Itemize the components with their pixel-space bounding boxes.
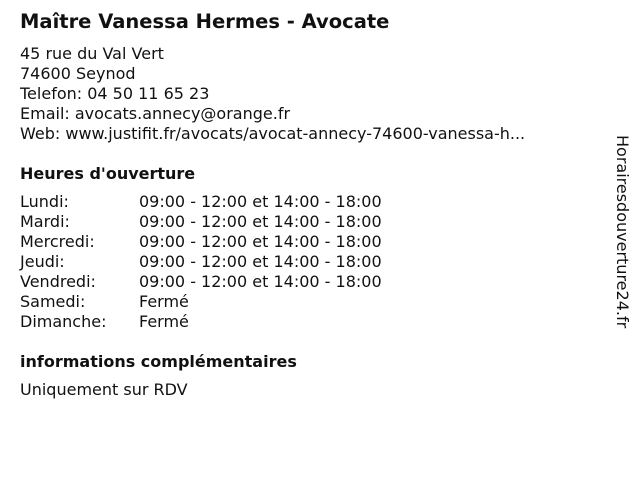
additional-info-heading: informations complémentaires [20,352,297,371]
contact-block [20,44,600,144]
email-line: Email: avocats.annecy@orange.fr [20,104,291,123]
hours-day: Mardi: [20,212,70,231]
hours-time: Fermé [139,292,189,311]
additional-info-text: Uniquement sur RDV [20,380,188,399]
hours-day: Lundi: [20,192,69,211]
hours-time: 09:00 - 12:00 et 14:00 - 18:00 [139,232,382,251]
opening-hours-table [20,192,600,332]
hours-time: 09:00 - 12:00 et 14:00 - 18:00 [139,272,382,291]
web-line: Web: www.justifit.fr/avocats/avocat-annecy-74600-vanessa-h... [20,124,526,143]
phone-line: Telefon: 04 50 11 65 23 [20,84,210,103]
hours-row-dimanche [20,312,600,332]
business-title: Maître Vanessa Hermes - Avocate [20,10,390,33]
hours-day: Dimanche: [20,312,107,331]
hours-day: Samedi: [20,292,86,311]
opening-hours-heading: Heures d'ouverture [20,164,196,183]
hours-time: Fermé [139,312,189,331]
hours-day: Mercredi: [20,232,95,251]
hours-time: 09:00 - 12:00 et 14:00 - 18:00 [139,252,382,271]
hours-row-lundi [20,192,600,212]
hours-time: 09:00 - 12:00 et 14:00 - 18:00 [139,212,382,231]
hours-row-vendredi [20,272,600,292]
hours-row-samedi [20,292,600,312]
hours-row-jeudi [20,252,600,272]
business-card [20,8,600,400]
site-watermark: Horairesdouverture24.fr [613,135,632,329]
hours-day: Jeudi: [20,252,65,271]
hours-row-mercredi [20,232,600,252]
hours-row-mardi [20,212,600,232]
hours-day: Vendredi: [20,272,96,291]
address-city: 74600 Seynod [20,64,136,83]
hours-time: 09:00 - 12:00 et 14:00 - 18:00 [139,192,382,211]
address-street: 45 rue du Val Vert [20,44,164,63]
